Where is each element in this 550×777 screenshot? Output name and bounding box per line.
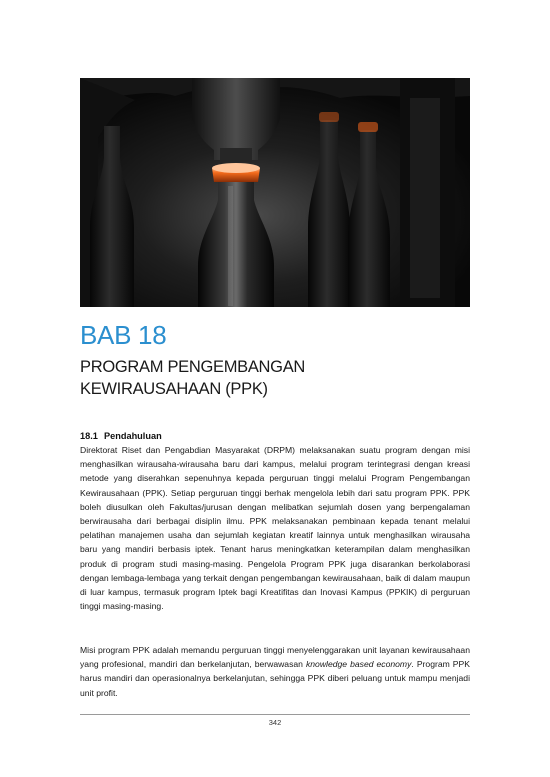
chapter-title — [80, 356, 470, 400]
page-number: 342 — [268, 718, 282, 727]
body-paragraph — [80, 643, 470, 700]
chapter-title-line: PROGRAM PENGEMBANGAN — [80, 358, 306, 376]
bottles-image — [80, 78, 470, 307]
chapter-cover-photo — [80, 78, 470, 307]
section-title: Pendahuluan — [104, 431, 162, 441]
emphasized-term: knowledge based economy — [305, 659, 412, 670]
paragraph-text: Misi program PPK adalah memandu perguruan tinggi menyelenggarakan unit layanan kewirausahaan yang profesional, mandiri dan berkelanjutan, berwawasan — [80, 645, 470, 670]
chapter-title-line: KEWIRAUSAHAAN (PPK) — [80, 380, 268, 398]
chapter-number: BAB 18 — [80, 320, 167, 350]
footer-divider — [80, 714, 470, 715]
paragraph-text: . Program PPK harus mandiri dan operasionalnya berkelanjutan, sehingga PPK diberi peluang untuk mampu menjadi unit profit. — [80, 659, 470, 698]
section-heading — [80, 431, 162, 441]
section-number: 18.1 — [80, 431, 98, 441]
body-paragraph: Direktorat Riset dan Pengabdian Masyarakat (DRPM) melaksanakan suatu program dengan misi menghasilkan wirausaha-wirausaha baru dari kampus, melalui program terintegrasi dengan kreasi metode yang diserahkan sepenuhnya kepada perguruan tinggi melalui Program Pengembangan Kewirausahaan (PPK). Setiap perguruan tinggi berhak mengelola lebih dari satu program PPK. PPK boleh diusulkan oleh Fakultas/jurusan dengan melibatkan sejumlah dosen yang berpengalaman berwirausaha dari berbagai disiplin ilmu. PPK melaksanakan pembinaan kepada tenant melalui pelatihan manajemen usaha dan sejumlah kegiatan kreatif lainnya untuk menghasilkan wirausaha baru yang mandiri berbasis iptek. Tenant harus meningkatkan keterampilan dalam menghasilkan produk di program studi masing-masing. Pengelola Program PPK juga disarankan berkolaborasi dengan lembaga-lembaga yang terkait dengan pengembangan kewirausahaan, baik di dalam maupun di luar kampus, termasuk program Iptek bagi Kreatifitas dan Inovasi Kampus (PPKIK) di perguruan tinggi masing-masing. — [80, 445, 470, 612]
